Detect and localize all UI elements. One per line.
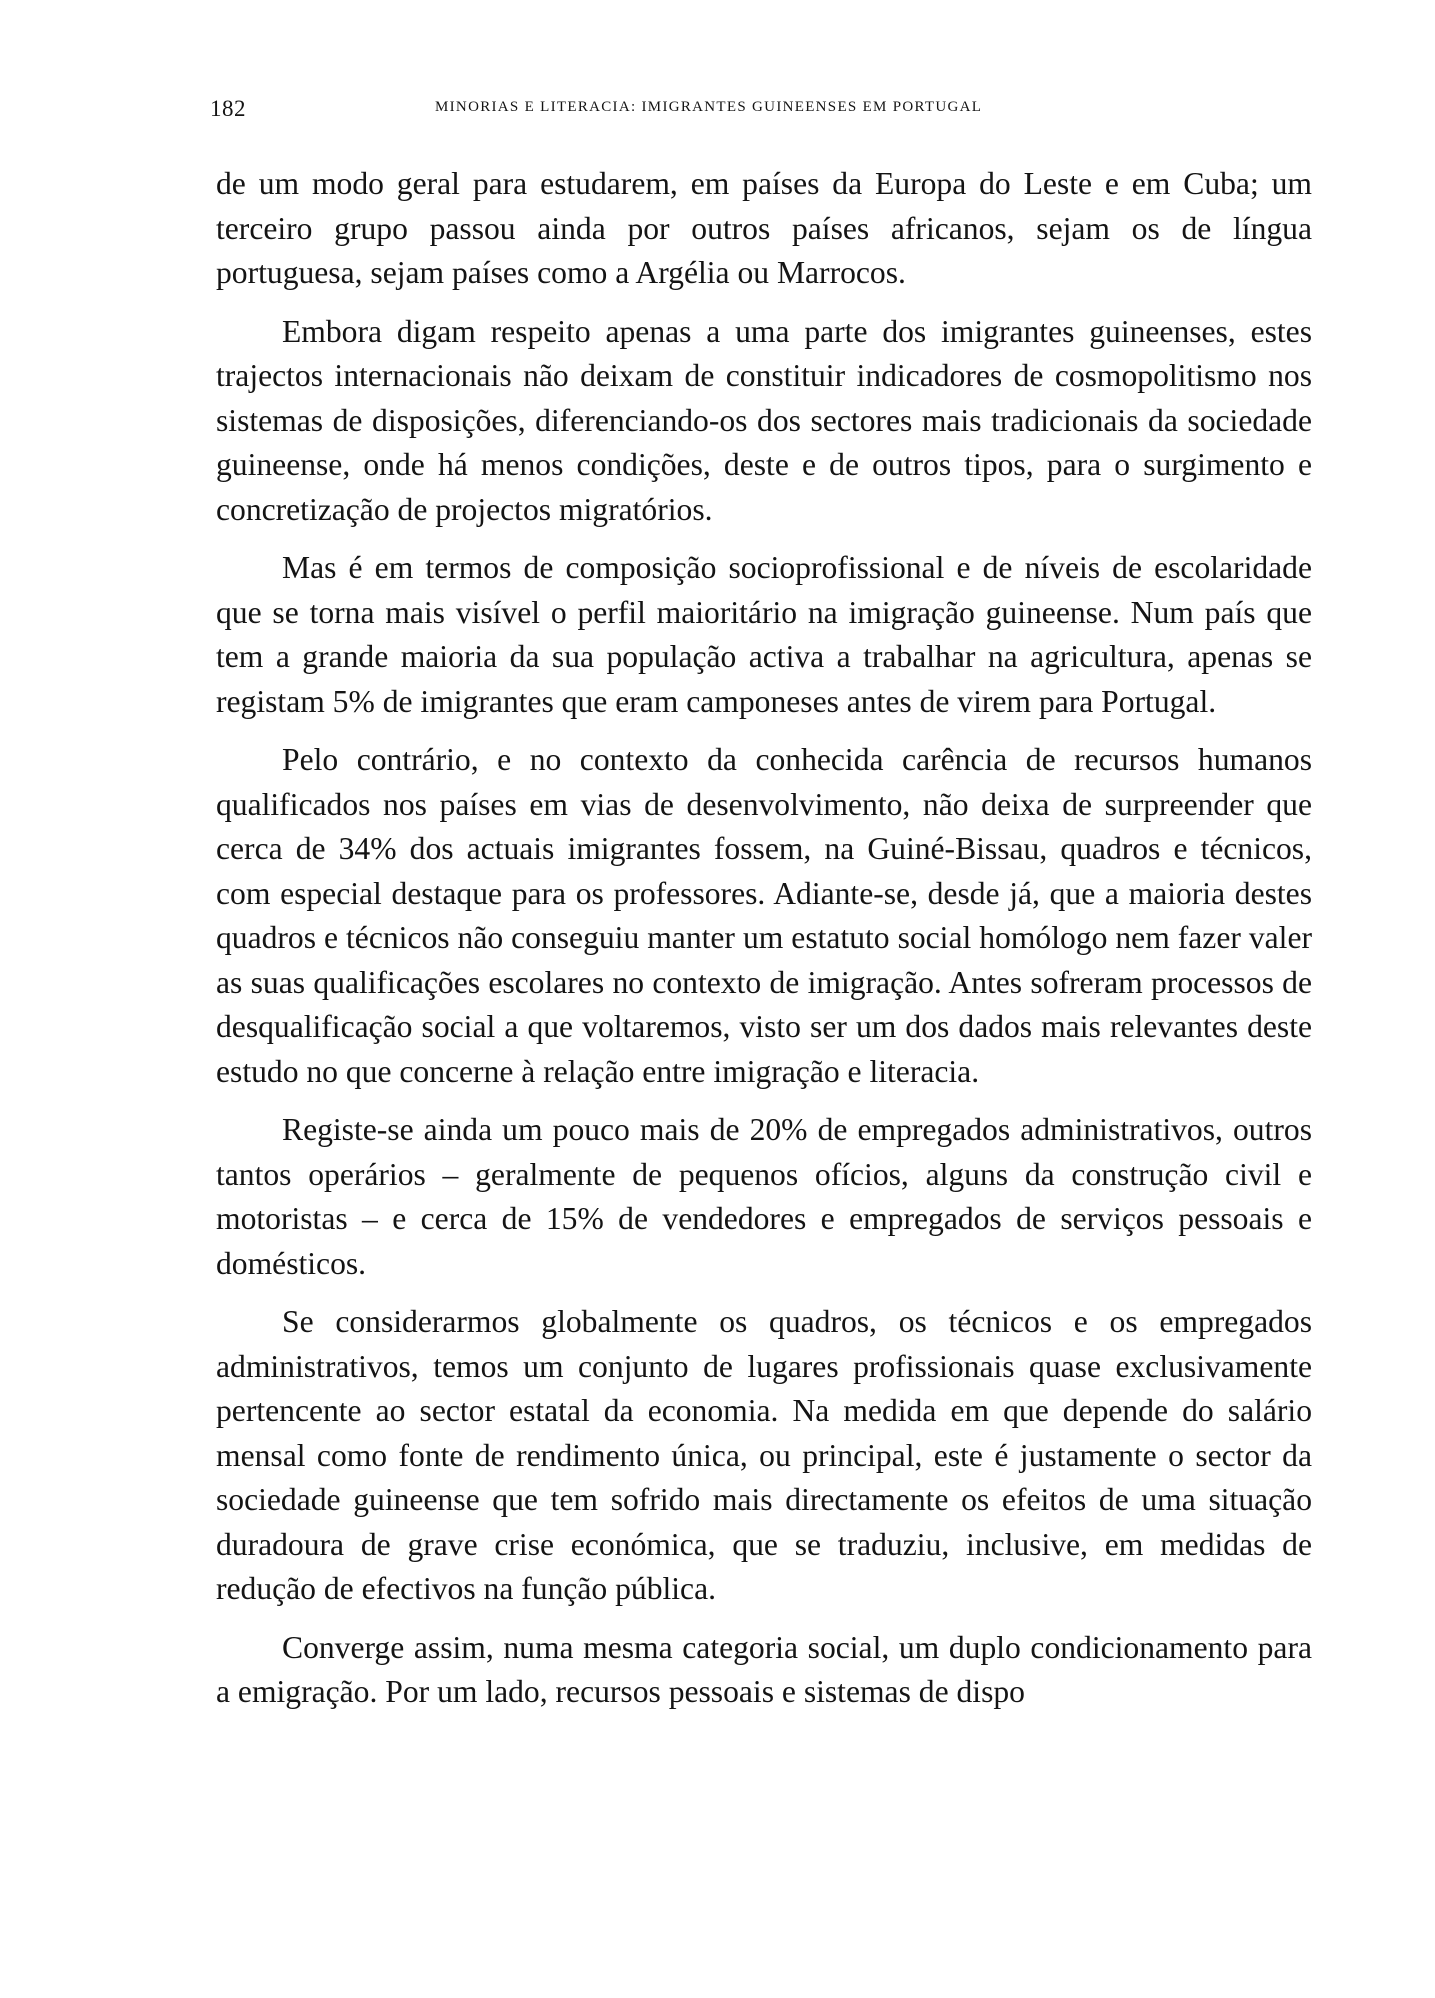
paragraph-continued: de um modo geral para estudarem, em países da Europa do Leste e em Cuba; um terceiro grupo passou ainda por outros países africanos, sejam os de língua portuguesa, sejam países como a Argélia ou Marrocos.: [216, 166, 1312, 290]
running-title: MINORIAS E LITERACIA: IMIGRANTES GUINEENSES EM PORTUGAL: [435, 99, 983, 115]
paragraph: Se considerarmos globalmente os quadros, os técnicos e os empregados administrativos, temos um conjunto de lugares profissionais quase exclusivamente pertencente ao sector estatal da economia. Na medida em que depende do salário mensal como fonte de rendimento única, ou principal, este é justamente o sector da sociedade guineense que tem sofrido mais directamente os efeitos de uma situação duradoura de grave crise económica, que se traduziu, inclusive, em medidas de redução de efectivos na função pública.: [216, 1304, 1312, 1606]
body-text: [216, 162, 1312, 1729]
paragraph: Converge assim, numa mesma categoria social, um duplo condicionamento para a emigração. Por um lado, recursos pessoais e sistemas de dispo: [216, 1629, 1312, 1709]
page-number: 182: [210, 96, 246, 121]
paragraph: Embora digam respeito apenas a uma parte dos imigrantes guineenses, estes trajectos internacionais não deixam de constituir indicadores de cosmopolitismo nos sistemas de disposições, diferenciando-os dos sectores mais tradicionais da sociedade guineense, onde há menos condições, deste e de outros tipos, para o surgimento e concretização de projectos migratórios.: [216, 313, 1312, 527]
paragraph: Mas é em termos de composição socioprofissional e de níveis de escolaridade que se torna mais visível o perfil maioritário na imigração guineense. Num país que tem a grande maioria da sua população activa a trabalhar na agricultura, apenas se registam 5% de imigrantes que eram camponeses antes de virem para Portugal.: [216, 550, 1312, 719]
paragraph: Registe-se ainda um pouco mais de 20% de empregados administrativos, outros tantos operários – geralmente de pequenos ofícios, alguns da construção civil e motoristas – e cerca de 15% de vendedores e empregados de serviços pessoais e domésticos.: [216, 1112, 1312, 1281]
paragraph: Pelo contrário, e no contexto da conhecida carência de recursos humanos qualificados nos países em vias de desenvolvimento, não deixa de surpreender que cerca de 34% dos actuais imigrantes fossem, na Guiné-Bissau, quadros e técnicos, com especial destaque para os professores. Adiante-se, desde já, que a maioria destes quadros e técnicos não conseguiu manter um estatuto social homólogo nem fazer valer as suas qualificações escolares no contexto de imigração. Antes sofreram processos de desqualificação social a que voltaremos, visto ser um dos dados mais relevantes deste estudo no que concerne à relação entre imigração e literacia.: [216, 742, 1312, 1089]
page-header: [210, 96, 1190, 126]
